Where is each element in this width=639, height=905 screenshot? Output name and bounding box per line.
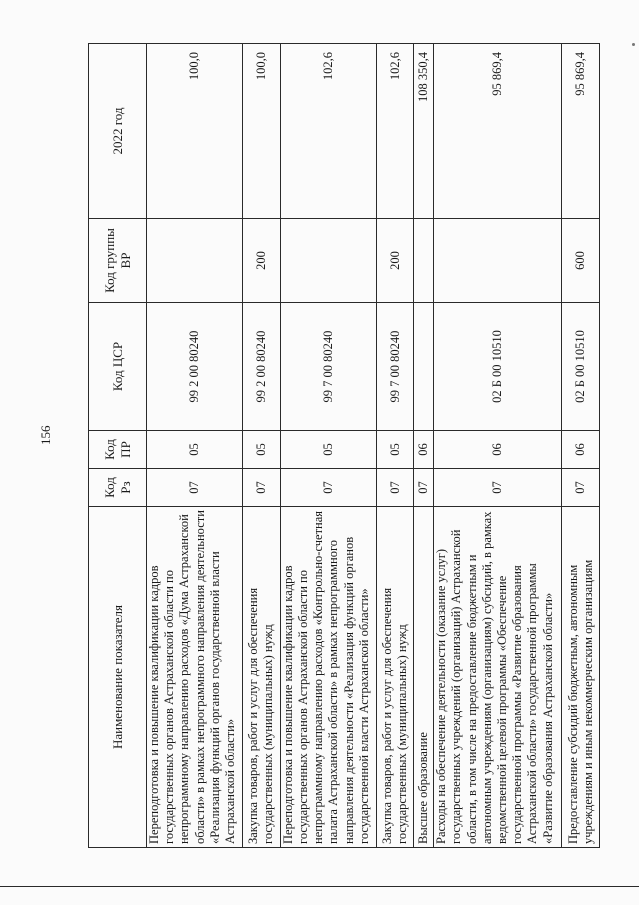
row-value: 95 869,4	[562, 44, 600, 219]
row-csr: 02 Б 00 10510	[562, 303, 600, 431]
row-pr: 05	[280, 431, 376, 469]
table-row	[376, 44, 414, 848]
row-rz: 07	[434, 469, 562, 507]
row-name: Расходы на обеспечение деятельности (оказание услуг) государственных учреждений (организаций) Астраханской области, в том числе на предоставление бюджетным и автономным учреждениям (организациям) субсидий, в рамках ведомственной целевой программы «Обеспечение государственной программы «Развитие образования Астраханской области» государственной программы «Развитие образования Астраханской области»	[434, 507, 562, 848]
row-value: 108 350,4	[414, 44, 434, 219]
row-pr: 06	[562, 431, 600, 469]
table-row	[562, 44, 600, 848]
row-vr: 600	[562, 219, 600, 303]
budget-table	[88, 43, 600, 848]
row-csr: 99 7 00 80240	[280, 303, 376, 431]
row-csr: 99 2 00 80240	[243, 303, 281, 431]
row-value: 102,6	[280, 44, 376, 219]
row-rz: 07	[376, 469, 414, 507]
table-row	[243, 44, 281, 848]
table-header-row	[89, 44, 147, 848]
row-name: Переподготовка и повышение квалификации кадров государственных органов Астраханской области по непрограммному направлению расходов «Дума Астраханской области» в рамках непрограммного направления деятельности «Реализация функций органов государственной власти Астраханской области»	[147, 507, 243, 848]
row-value: 100,0	[147, 44, 243, 219]
row-name: Закупка товаров, работ и услуг для обеспечения государственных (муниципальных) нужд	[243, 507, 281, 848]
row-rz: 07	[562, 469, 600, 507]
header-rz: Код Рз	[89, 469, 147, 507]
row-pr: 06	[414, 431, 434, 469]
header-vr: Код группы ВР	[89, 219, 147, 303]
row-pr: 05	[243, 431, 281, 469]
row-pr: 06	[434, 431, 562, 469]
row-vr: 200	[243, 219, 281, 303]
header-name: Наименование показателя	[89, 507, 147, 848]
row-rz: 07	[414, 469, 434, 507]
table-row	[434, 44, 562, 848]
row-rz: 07	[243, 469, 281, 507]
budget-table-rotated	[88, 44, 600, 848]
row-rz: 07	[280, 469, 376, 507]
page-number: 156	[38, 425, 53, 445]
scan-dot	[632, 43, 635, 46]
header-csr: Код ЦСР	[89, 303, 147, 431]
row-vr	[280, 219, 376, 303]
row-value: 95 869,4	[434, 44, 562, 219]
page-bottom-rule	[0, 886, 639, 887]
row-name: Высшее образование	[414, 507, 434, 848]
row-csr	[414, 303, 434, 431]
row-name: Предоставление субсидий бюджетным, автономным учреждениям и иным некоммерческим организациям	[562, 507, 600, 848]
row-rz: 07	[147, 469, 243, 507]
table-row	[147, 44, 243, 848]
row-vr	[147, 219, 243, 303]
row-value: 100,0	[243, 44, 281, 219]
row-pr: 05	[376, 431, 414, 469]
row-name: Переподготовка и повышение квалификации кадров государственных органов Астраханской области по непрограммному направлению расходов «Контрольно-счетная палата Астраханской области» в рамках непрограммного направления деятельности «Реализация функций органов государственной власти Астраханской области»	[280, 507, 376, 848]
row-value: 102,6	[376, 44, 414, 219]
row-csr: 02 Б 00 10510	[434, 303, 562, 431]
row-vr: 200	[376, 219, 414, 303]
row-csr: 99 2 00 80240	[147, 303, 243, 431]
table-row	[414, 44, 434, 848]
header-pr: Код ПР	[89, 431, 147, 469]
row-vr	[414, 219, 434, 303]
header-year: 2022 год	[89, 44, 147, 219]
row-pr: 05	[147, 431, 243, 469]
table-row	[280, 44, 376, 848]
row-name: Закупка товаров, работ и услуг для обеспечения государственных (муниципальных) нужд	[376, 507, 414, 848]
row-vr	[434, 219, 562, 303]
row-csr: 99 7 00 80240	[376, 303, 414, 431]
